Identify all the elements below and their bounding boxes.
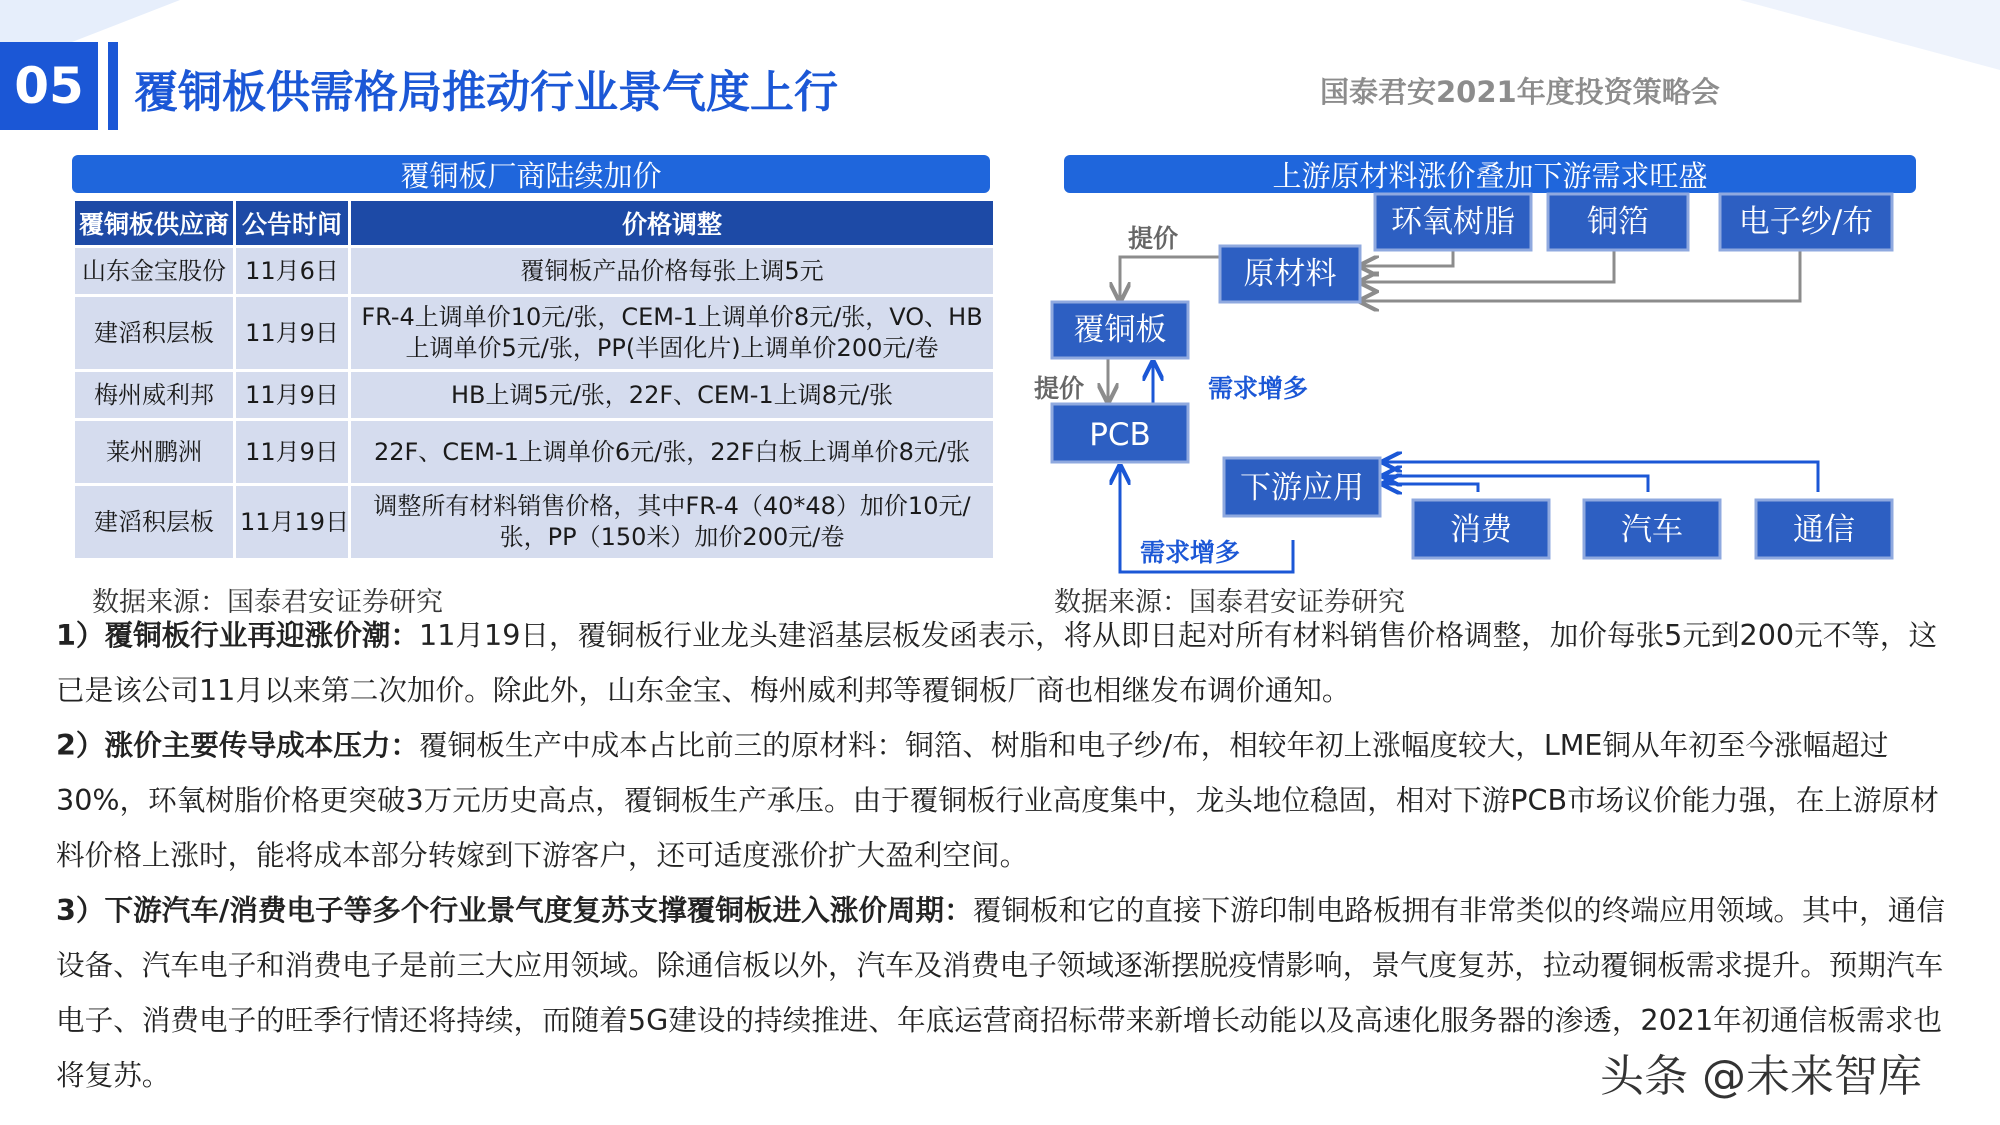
paragraph-body: 11月19日，覆铜板行业龙头建滔基层板发函表示，将从即日起对所有材料销售价格调整，加价每张5元到200元不等，这已是该公司11月以来第二次加价。除此外，山东金宝、梅州威利邦等覆铜板厂商也相继发布调价通知。 [56, 618, 1938, 707]
cell-date: 11月9日 [236, 421, 348, 483]
node-consumer [1413, 500, 1549, 558]
label-raise-price-left: 提价 [1034, 374, 1085, 403]
paragraph-2 [56, 718, 1956, 883]
node-pcb [1052, 404, 1188, 462]
cell-date: 11月19日 [236, 486, 348, 558]
label-demand-bottom: 需求增多 [1140, 538, 1241, 567]
cell-supplier: 梅州威利邦 [75, 372, 233, 418]
svg-text:覆铜板: 覆铜板 [1073, 312, 1167, 348]
cell-supplier: 建滔积层板 [75, 486, 233, 558]
svg-text:环氧树脂: 环氧树脂 [1391, 204, 1515, 240]
watermark: 头条 @未来智库 [1600, 1051, 1922, 1102]
paragraph-heading: 3）下游汽车/消费电子等多个行业景气度复苏支撑覆铜板进入涨价周期： [56, 893, 973, 927]
svg-text:下游应用: 下游应用 [1240, 470, 1364, 506]
svg-text:原材料: 原材料 [1243, 256, 1337, 292]
svg-text:电子纱/布: 电子纱/布 [1738, 204, 1874, 240]
cell-supplier: 莱州鹏洲 [75, 421, 233, 483]
cell-date: 11月9日 [236, 297, 348, 369]
column-header-adjustment: 价格调整 [351, 201, 993, 245]
column-header-supplier: 覆铜板供应商 [75, 201, 233, 245]
section-number: 05 [0, 42, 98, 130]
cell-adjustment: 调整所有材料销售价格，其中FR-4（40*48）加价10元/张，PP（150米）加价200元/卷 [351, 486, 993, 558]
right-source-note: 数据来源：国泰君安证券研究 [1054, 587, 1405, 618]
page-title: 覆铜板供需格局推动行业景气度上行 [134, 67, 838, 118]
svg-text:消费: 消费 [1450, 512, 1512, 548]
node-ccl [1052, 302, 1188, 358]
column-header-date: 公告时间 [236, 201, 348, 245]
svg-text:通信: 通信 [1793, 512, 1855, 548]
cell-date: 11月9日 [236, 372, 348, 418]
left-source-note: 数据来源：国泰君安证券研究 [92, 587, 443, 618]
node-raw-material [1220, 246, 1360, 302]
cell-adjustment: 22F、CEM-1上调单价6元/张，22F白板上调单价8元/张 [351, 421, 993, 483]
cell-supplier: 建滔积层板 [75, 297, 233, 369]
right-banner: 上游原材料涨价叠加下游需求旺盛 [1064, 155, 1916, 193]
paragraph-body: 覆铜板和它的直接下游印制电路板拥有非常类似的终端应用领域。其中，通信设备、汽车电子和消费电子是前三大应用领域。除通信板以外，汽车及消费电子领域逐渐摆脱疫情影响，景气度复苏，拉动覆铜板需求提升。预期汽车电子、消费电子的旺季行情还将持续，而随着5G建设的持续推进、年底运营商招标带来新增长动能以及高速化服务器的渗透，2021年初通信板需求也将复苏。 [56, 893, 1945, 1092]
node-telecom [1756, 500, 1892, 558]
cell-adjustment: FR-4上调单价10元/张，CEM-1上调单价8元/张，VO、HB上调单价5元/张，PP(半固化片)上调单价200元/卷 [351, 297, 993, 369]
node-auto [1584, 500, 1720, 558]
node-copper-foil [1548, 194, 1688, 250]
svg-text:PCB: PCB [1089, 417, 1151, 453]
label-raise-price-top: 提价 [1128, 224, 1179, 253]
label-demand-right: 需求增多 [1208, 374, 1309, 403]
conference-name: 国泰君安2021年度投资策略会 [1320, 75, 1720, 109]
cell-adjustment: HB上调5元/张，22F、CEM-1上调8元/张 [351, 372, 993, 418]
cell-supplier: 山东金宝股份 [75, 248, 233, 294]
cell-adjustment: 覆铜板产品价格每张上调5元 [351, 248, 993, 294]
paragraph-body: 覆铜板生产中成本占比前三的原材料：铜箔、树脂和电子纱/布，相较年初上涨幅度较大，LME铜从年初至今涨幅超过30%，环氧树脂价格更突破3万元历史高点，覆铜板生产承压。由于覆铜板行业高度集中，龙头地位稳固，相对下游PCB市场议价能力强，在上游原材料价格上涨时，能将成本部分转嫁到下游客户，还可适度涨价扩大盈利空间。 [56, 728, 1939, 872]
paragraph-heading: 1）覆铜板行业再迎涨价潮： [56, 618, 420, 652]
left-banner: 覆铜板厂商陆续加价 [72, 155, 990, 193]
cell-date: 11月6日 [236, 248, 348, 294]
node-glass-fiber [1720, 194, 1892, 250]
node-epoxy [1375, 194, 1531, 250]
paragraph-heading: 2）涨价主要传导成本压力： [56, 728, 420, 762]
svg-text:铜箔: 铜箔 [1587, 204, 1649, 240]
node-downstream [1224, 458, 1380, 516]
svg-text:汽车: 汽车 [1621, 512, 1683, 548]
paragraph-1 [56, 608, 1956, 718]
